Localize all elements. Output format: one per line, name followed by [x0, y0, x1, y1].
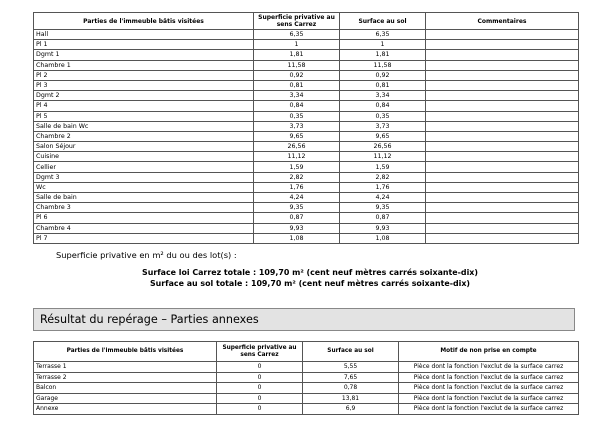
table-row [34, 404, 579, 415]
section-title: Résultat du repérage – Parties annexes [40, 313, 259, 326]
cell-name: Terrasse 2 [34, 372, 217, 383]
cell-carrez: 9,65 [254, 131, 340, 141]
cell-carrez: 0 [217, 404, 303, 415]
cell-name: Salle de bain Wc [34, 121, 254, 131]
cell-sol: 4,24 [340, 193, 426, 203]
table-row [34, 162, 579, 172]
cell-carrez: 2,82 [254, 172, 340, 182]
cell-name: Cuisine [34, 152, 254, 162]
cell-sol: 0,92 [340, 70, 426, 80]
cell-sol: 1 [340, 40, 426, 50]
cell-sol: 9,93 [340, 223, 426, 233]
cell-name: Pl 4 [34, 101, 254, 111]
cell-sol: 0,87 [340, 213, 426, 223]
table-row [34, 131, 579, 141]
annex-surface-table [33, 341, 579, 415]
annex-header-sol: Surface au sol [303, 342, 399, 362]
annex-table-header-row [34, 342, 579, 362]
cell-comment [426, 152, 579, 162]
cell-carrez: 0 [217, 393, 303, 404]
total-sol: Surface au sol totale : 109,70 m² (cent neuf mètres carrés soixante-dix) [149, 279, 471, 288]
cell-comment [426, 80, 579, 90]
cell-sol: 1,08 [340, 233, 426, 243]
cell-comment [426, 172, 579, 182]
table-row [34, 182, 579, 192]
cell-sol: 26,56 [340, 142, 426, 152]
table-row [34, 383, 579, 394]
cell-sol: 0,78 [303, 383, 399, 394]
cell-carrez: 0 [217, 383, 303, 394]
header-sol: Surface au sol [340, 13, 426, 30]
table-row [34, 80, 579, 90]
cell-comment [426, 30, 579, 40]
cell-name: Annexe [34, 404, 217, 415]
table-row [34, 40, 579, 50]
cell-carrez: 0,35 [254, 111, 340, 121]
total-carrez: Surface loi Carrez totale : 109,70 m² (cent neuf mètres carrés soixante-dix) [142, 268, 478, 277]
cell-carrez: 3,34 [254, 91, 340, 101]
cell-sol: 1,81 [340, 50, 426, 60]
table-row [34, 152, 579, 162]
cell-comment [426, 111, 579, 121]
cell-sol: 3,34 [340, 91, 426, 101]
cell-name: Salle de bain [34, 193, 254, 203]
main-surface-table [33, 12, 579, 244]
cell-sol: 5,55 [303, 362, 399, 373]
cell-comment [426, 50, 579, 60]
cell-comment [426, 203, 579, 213]
cell-name: Dgmt 3 [34, 172, 254, 182]
cell-comment [426, 193, 579, 203]
cell-carrez: 9,35 [254, 203, 340, 213]
cell-name: Balcon [34, 383, 217, 394]
cell-name: Chambre 2 [34, 131, 254, 141]
cell-name: Garage [34, 393, 217, 404]
annex-header-carrez: Superficie privative au sens Carrez [217, 342, 303, 362]
cell-carrez: 11,12 [254, 152, 340, 162]
annex-table-body [34, 362, 579, 415]
cell-sol: 0,84 [340, 101, 426, 111]
cell-name: Pl 2 [34, 70, 254, 80]
cell-name: Cellier [34, 162, 254, 172]
cell-sol: 9,65 [340, 131, 426, 141]
cell-name: Wc [34, 182, 254, 192]
cell-name: Chambre 3 [34, 203, 254, 213]
cell-comment [426, 40, 579, 50]
cell-sol: 1,76 [340, 182, 426, 192]
cell-sol: 2,82 [340, 172, 426, 182]
cell-comment [426, 121, 579, 131]
cell-name: Dgmt 2 [34, 91, 254, 101]
cell-motif: Pièce dont la fonction l'exclut de la surface carrez [399, 393, 579, 404]
cell-sol: 3,73 [340, 121, 426, 131]
cell-sol: 11,58 [340, 60, 426, 70]
cell-carrez: 0,81 [254, 80, 340, 90]
table-row [34, 142, 579, 152]
cell-carrez: 6,35 [254, 30, 340, 40]
header-commentaires: Commentaires [426, 13, 579, 30]
cell-carrez: 0,92 [254, 70, 340, 80]
table-row [34, 121, 579, 131]
cell-carrez: 0 [217, 372, 303, 383]
table-row [34, 372, 579, 383]
cell-carrez: 11,58 [254, 60, 340, 70]
cell-name: Pl 6 [34, 213, 254, 223]
cell-name: Hall [34, 30, 254, 40]
cell-comment [426, 60, 579, 70]
cell-sol: 0,35 [340, 111, 426, 121]
table-row [34, 223, 579, 233]
cell-name: Pl 3 [34, 80, 254, 90]
annex-header-motif: Motif de non prise en compte [399, 342, 579, 362]
cell-motif: Pièce dont la fonction l'exclut de la surface carrez [399, 383, 579, 394]
table-row [34, 70, 579, 80]
cell-name: Chambre 4 [34, 223, 254, 233]
cell-comment [426, 131, 579, 141]
cell-carrez: 1,59 [254, 162, 340, 172]
cell-name: Pl 5 [34, 111, 254, 121]
table-row [34, 233, 579, 243]
cell-comment [426, 213, 579, 223]
table-row [34, 362, 579, 373]
cell-comment [426, 182, 579, 192]
cell-carrez: 0 [217, 362, 303, 373]
table-row [34, 111, 579, 121]
intro-text: Superficie privative en m² du ou des lot(s) : [56, 250, 237, 260]
table-row [34, 91, 579, 101]
table-row [34, 213, 579, 223]
cell-sol: 1,59 [340, 162, 426, 172]
header-parties: Parties de l'immeuble bâtis visitées [34, 13, 254, 30]
table-row [34, 393, 579, 404]
table-row [34, 193, 579, 203]
cell-comment [426, 91, 579, 101]
table-row [34, 60, 579, 70]
cell-carrez: 1,81 [254, 50, 340, 60]
cell-name: Pl 1 [34, 40, 254, 50]
header-carrez: Superficie privative au sens Carrez [254, 13, 340, 30]
cell-carrez: 4,24 [254, 193, 340, 203]
cell-sol: 9,35 [340, 203, 426, 213]
table-row [34, 50, 579, 60]
table-row [34, 203, 579, 213]
cell-carrez: 1 [254, 40, 340, 50]
table-row [34, 172, 579, 182]
cell-name: Dgmt 1 [34, 50, 254, 60]
main-table-header-row [34, 13, 579, 30]
cell-sol: 7,65 [303, 372, 399, 383]
cell-sol: 6,35 [340, 30, 426, 40]
cell-carrez: 26,56 [254, 142, 340, 152]
table-row [34, 30, 579, 40]
cell-name: Pl 7 [34, 233, 254, 243]
cell-comment [426, 101, 579, 111]
cell-carrez: 0,84 [254, 101, 340, 111]
cell-comment [426, 142, 579, 152]
cell-name: Salon Séjour [34, 142, 254, 152]
main-table-body [34, 30, 579, 244]
cell-motif: Pièce dont la fonction l'exclut de la surface carrez [399, 404, 579, 415]
table-row [34, 101, 579, 111]
cell-comment [426, 70, 579, 80]
cell-carrez: 0,87 [254, 213, 340, 223]
cell-sol: 13,81 [303, 393, 399, 404]
cell-comment [426, 162, 579, 172]
cell-motif: Pièce dont la fonction l'exclut de la surface carrez [399, 362, 579, 373]
cell-sol: 0,81 [340, 80, 426, 90]
cell-sol: 11,12 [340, 152, 426, 162]
cell-name: Chambre 1 [34, 60, 254, 70]
cell-carrez: 1,08 [254, 233, 340, 243]
cell-carrez: 9,93 [254, 223, 340, 233]
cell-sol: 6,9 [303, 404, 399, 415]
cell-comment [426, 233, 579, 243]
cell-motif: Pièce dont la fonction l'exclut de la surface carrez [399, 372, 579, 383]
annex-header-parties: Parties de l'immeuble bâtis visitées [34, 342, 217, 362]
cell-name: Terrasse 1 [34, 362, 217, 373]
cell-carrez: 3,73 [254, 121, 340, 131]
cell-carrez: 1,76 [254, 182, 340, 192]
cell-comment [426, 223, 579, 233]
section-header-annexes [33, 308, 575, 331]
